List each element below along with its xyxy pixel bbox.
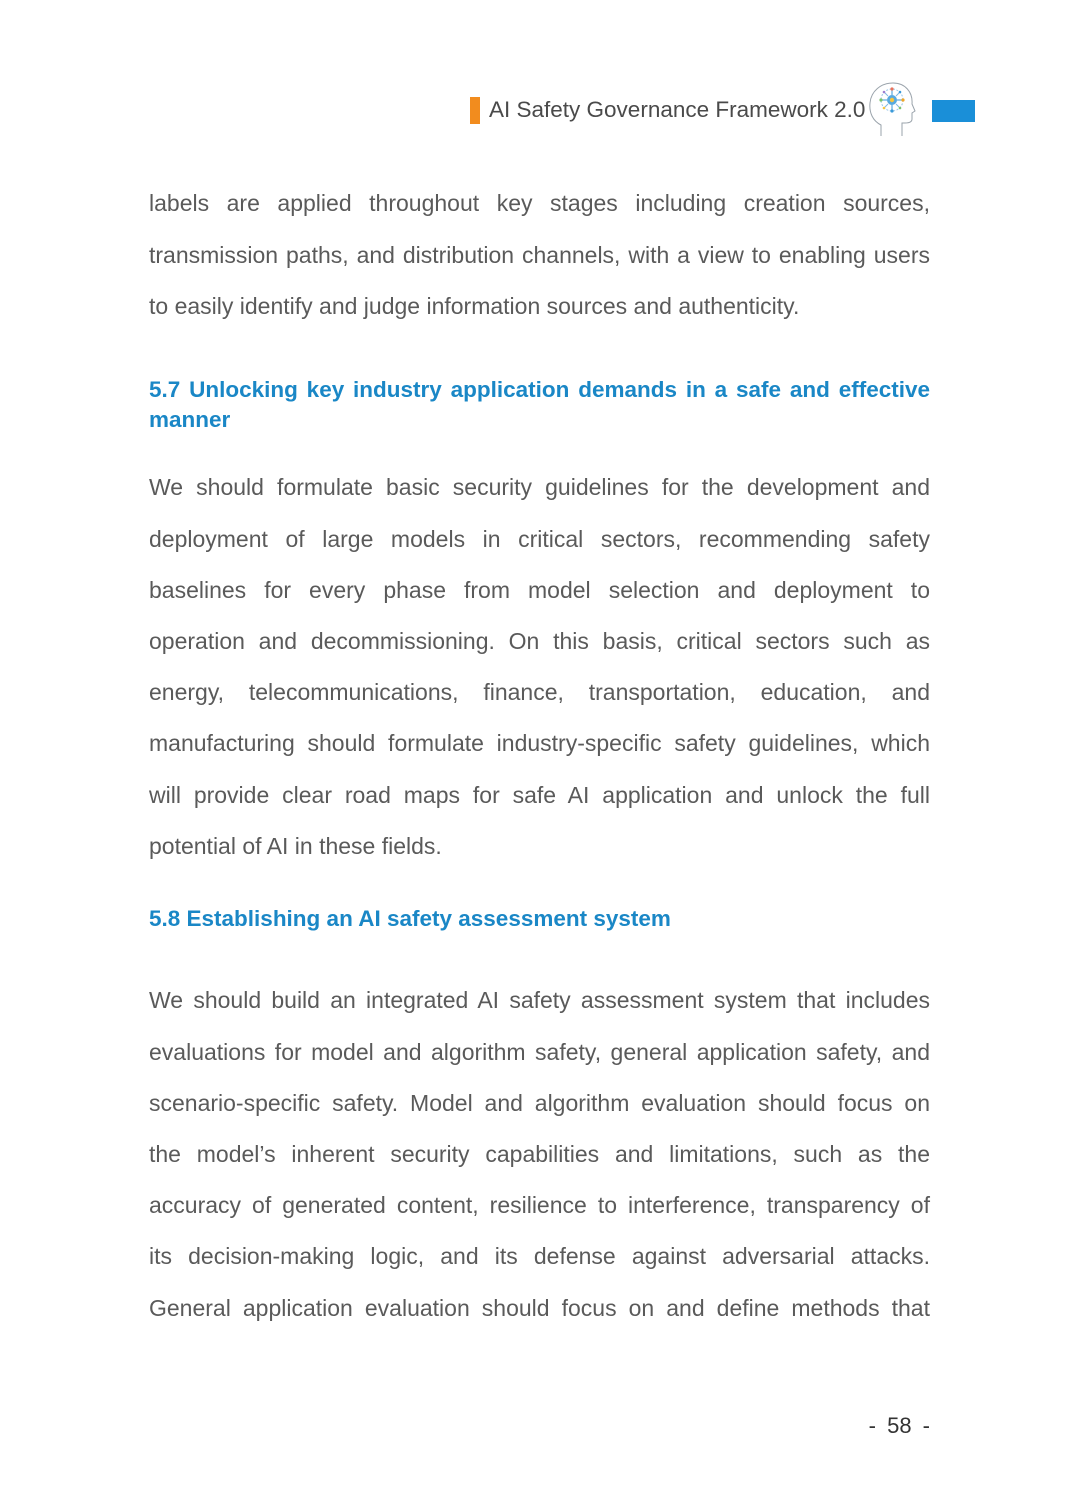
section-5-8-paragraph bbox=[149, 975, 930, 1333]
paragraph-line: to easily identify and judge information sources and authenticity. bbox=[149, 292, 800, 319]
paragraph-line: We should build an integrated AI safety assessment system that includes bbox=[149, 987, 930, 1014]
heading-line: 5.7 Unlocking key industry application demands in a safe and effective bbox=[149, 377, 930, 402]
paragraph-line: baselines for every phase from model selection and deployment to bbox=[149, 576, 930, 603]
document-title: AI Safety Governance Framework 2.0 bbox=[489, 97, 866, 122]
paragraph-line: the model’s inherent security capabilities and limitations, such as the bbox=[149, 1141, 930, 1167]
section-heading-5-7 bbox=[149, 375, 930, 435]
header-blue-tab bbox=[932, 100, 975, 122]
intro-paragraph bbox=[149, 178, 930, 332]
paragraph-line: transmission paths, and distribution channels, with a view to enabling users bbox=[149, 241, 930, 268]
paragraph-line: manufacturing should formulate industry-specific safety guidelines, which bbox=[149, 730, 930, 757]
paragraph-line: We should formulate basic security guidelines for the development and bbox=[149, 474, 930, 501]
section-heading-5-8 bbox=[149, 904, 930, 934]
paragraph-line: labels are applied throughout key stages including creation sources, bbox=[149, 190, 930, 217]
paragraph-line: potential of AI in these fields. bbox=[149, 832, 442, 859]
heading-line: 5.8 Establishing an AI safety assessment system bbox=[149, 906, 671, 931]
page-number: - 58 - bbox=[868, 1413, 930, 1438]
heading-line: manner bbox=[149, 407, 231, 432]
paragraph-line: evaluations for model and algorithm safety, general application safety, and bbox=[149, 1038, 930, 1065]
paragraph-line: energy, telecommunications, finance, transportation, education, and bbox=[149, 679, 930, 706]
paragraph-line: its decision-making logic, and its defense against adversarial attacks. bbox=[149, 1243, 930, 1270]
paragraph-line: accuracy of generated content, resilience to interference, transparency of bbox=[149, 1192, 930, 1219]
header-orange-marker bbox=[470, 97, 480, 124]
paragraph-line: scenario-specific safety. Model and algorithm evaluation should focus on bbox=[149, 1089, 930, 1116]
paragraph-line: deployment of large models in critical sectors, recommending safety bbox=[149, 525, 930, 552]
section-5-7-paragraph bbox=[149, 462, 930, 872]
paragraph-line: operation and decommissioning. On this basis, critical sectors such as bbox=[149, 628, 930, 654]
ai-brain-head-icon bbox=[867, 81, 917, 137]
paragraph-line: will provide clear road maps for safe AI application and unlock the full bbox=[149, 781, 930, 808]
paragraph-line: General application evaluation should focus on and define methods that bbox=[149, 1294, 930, 1321]
